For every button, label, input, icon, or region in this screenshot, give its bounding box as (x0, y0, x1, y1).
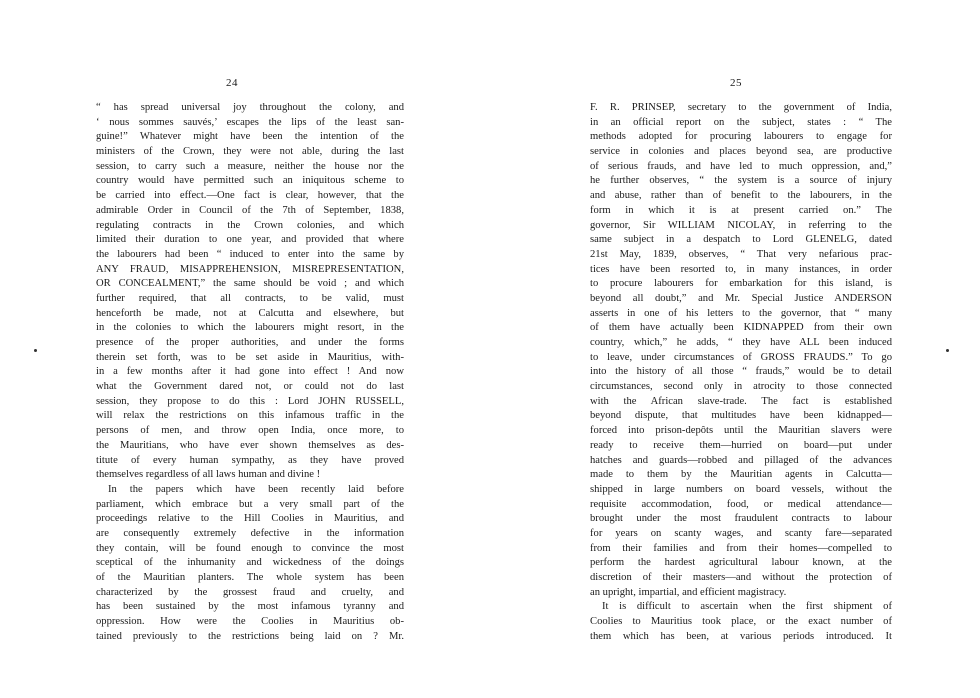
text-line: are consequently extremely defective in the information (96, 527, 404, 539)
text-line: will relax the restrictions on this infamous traffic in the (96, 410, 404, 422)
text-line: of the Mauritian planters. The whole system has been (96, 572, 404, 583)
text-line: tained previously to the restrictions being laid on ? Mr. (96, 630, 404, 642)
text-line: guine!” Whatever might have been the intention of the (96, 131, 404, 143)
text-line: proceedings relative to the Hill Coolies in Mauritius, and (96, 513, 404, 525)
text-line: parliament, which embrace but a very small part of the (96, 498, 404, 510)
text-line: be carried into effect.—One fact is clear, however, that the (96, 190, 404, 202)
text-line: themselves regardless of all laws human and divine ! (96, 469, 321, 481)
text-line: ‘ nous sommes sauvés,’ escapes the lips of the least san- (96, 116, 404, 128)
text-line: 21st May, 1839, observes, “ That very nefarious prac- (590, 248, 892, 260)
text-line: beyond all doubt,” and Mr. Special Justice ANDERSON (590, 292, 892, 304)
text-line: Coolies to Mauritius took place, or the exact number of (590, 616, 892, 628)
text-line: admirable Order in Council of the 7th of September, 1838, (96, 204, 404, 216)
text-line: with the African slave-trade. The fact is established (590, 395, 892, 407)
text-line: persons of men, and throw open India, once more, to (96, 425, 404, 437)
right-page-text (590, 101, 892, 644)
text-line: ministers of the Crown, they were not able, during the last (96, 146, 404, 158)
text-line: characterized by the grossest fraud and cruelty, and (96, 586, 404, 598)
text-line: country, which,” he adds, “ they have ALL been induced (590, 337, 892, 348)
text-line: them which has been, at various periods introduced. It (590, 630, 892, 642)
text-line: has been sustained by the most infamous tyranny and (96, 601, 404, 613)
text-line: tices have been resorted to, in many instances, in order (590, 263, 892, 275)
text-line: same subject in a despatch to Lord GLENELG, dated (590, 234, 892, 246)
text-line: presence of the proper authorities, and under the forms (96, 337, 404, 348)
text-line: ANY FRAUD, MISAPPREHENSION, MISREPRESENTATION, (96, 263, 404, 275)
text-line: brought under the most fraudulent contracts to labour (590, 513, 892, 525)
margin-mark (34, 349, 37, 352)
text-line: hatches and guards—robbed and pillaged of the advances (590, 454, 892, 466)
text-line: form in which it is at present carried on.” The (590, 204, 892, 216)
text-line: It is difficult to ascertain when the first shipment of (602, 601, 892, 613)
text-line: beyond dispute, that multitudes have been kidnapped— (590, 410, 892, 422)
text-line: in the colonies to which the labourers might resort, in the (96, 322, 404, 334)
text-line: made to them by the Mauritian agents in Calcutta— (590, 469, 892, 481)
text-line: country would have permitted such an iniquitous scheme to (96, 175, 404, 187)
text-line: further required, that all contracts, to be valid, must (96, 292, 404, 304)
text-line: shipped in large numbers on board vessels, without the (590, 483, 892, 495)
text-line: limited their duration to one year, and provided that where (96, 234, 404, 246)
text-line: session, to carry such a measure, neither the house nor the (96, 160, 404, 172)
text-line: oppression. How were the Coolies in Mauritius ob- (96, 616, 404, 628)
text-line: and abuse, rather than of benefit to the labourers, in the (590, 190, 892, 202)
text-line: the Mauritians, who have ever shown themselves as des- (96, 439, 404, 451)
text-line: for years on scanty wages, and scanty fare—separated (590, 527, 892, 539)
text-line: ready to receive them—hurried on board—put under (590, 439, 892, 451)
text-line: henceforth be made, not at Calcutta and elsewhere, but (96, 307, 404, 319)
text-line: therein set forth, was to be set aside in Mauritius, with- (96, 351, 404, 363)
text-line: what the Government dared not, or could not do last (96, 381, 404, 393)
left-page-text (96, 101, 404, 644)
left-page-number: 24 (226, 77, 238, 89)
text-line: they contain, will be found enough to convince the most (96, 542, 404, 554)
text-line: discretion of their masters—and without the protection of (590, 572, 892, 583)
text-line: perform the hardest agricultural labour known, at the (590, 557, 892, 569)
text-line: circumstances, second only in atrocity to those connected (590, 381, 892, 393)
text-line: F. R. PRINSEP, secretary to the government of India, (590, 102, 892, 113)
text-line: he further observes, “ the system is a source of injury (590, 175, 892, 187)
text-line: “ has spread universal joy throughout the colony, and (96, 102, 404, 113)
text-line: from their families and from their homes—compelled to (590, 542, 892, 554)
text-line: regulating contracts in the Crown colonies, and which (96, 219, 404, 231)
text-line: session, they propose to do this : Lord JOHN RUSSELL, (96, 395, 404, 407)
text-line: requisite accommodation, food, or medical attendance— (590, 498, 892, 510)
text-line: governor, Sir WILLIAM NICOLAY, in referring to the (590, 219, 892, 231)
text-line: to leave, under circumstances of GROSS FRAUDS.” To go (590, 351, 892, 363)
text-line: an upright, impartial, and efficient magistracy. (590, 586, 787, 598)
text-line: in an official report on the subject, states : “ The (590, 116, 892, 128)
text-line: the labourers had been “ induced to enter into the same by (96, 248, 404, 260)
margin-mark (946, 349, 949, 352)
right-page (490, 0, 980, 698)
text-line: OR CONCEALMENT,” the same should be void ; and which (96, 278, 404, 290)
text-line: forced into prison-depôts until the Mauritian slavers were (590, 425, 892, 437)
text-line: sceptical of the inhumanity and wickedness of the doings (96, 557, 404, 569)
text-line: in a few months after it had gone into effect ! And now (96, 366, 404, 378)
text-line: of serious frauds, and have led to much oppression, and,” (590, 160, 892, 172)
text-line: into the history of all those “ frauds,” would be to detail (590, 366, 892, 378)
text-line: service in colonies and places beyond sea, are productive (590, 146, 892, 158)
text-line: asserts in one of his letters to the governor, that “ many (590, 307, 892, 319)
text-line: of them have actually been KIDNAPPED from their own (590, 322, 892, 334)
text-line: to procure labourers for embarkation for this island, is (590, 278, 892, 290)
right-page-number: 25 (730, 77, 742, 89)
text-line: methods adopted for procuring labourers to engage for (590, 131, 892, 143)
text-line: titute of every human sympathy, as they have proved (96, 454, 404, 466)
text-line: In the papers which have been recently laid before (108, 483, 404, 495)
